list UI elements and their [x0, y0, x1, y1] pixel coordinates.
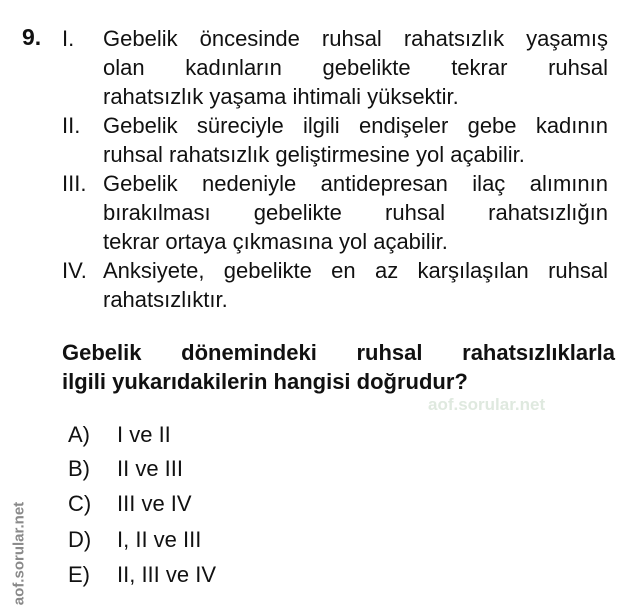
- option-letter: A): [68, 422, 90, 447]
- statement-3: [62, 169, 608, 256]
- watermark: aof.sorular.net: [428, 395, 546, 414]
- statement-line: Gebelik nedeniyle antidepresan ilaç alımının: [103, 171, 608, 196]
- question-number: 9.: [22, 24, 42, 50]
- statement-numeral: IV.: [62, 258, 87, 283]
- option-e[interactable]: [68, 560, 216, 590]
- statement-line: bırakılması gebelikte ruhsal rahatsızlığın: [103, 200, 608, 225]
- statement-numeral: II.: [62, 113, 81, 138]
- option-letter: B): [68, 456, 90, 481]
- option-letter: E): [68, 562, 90, 587]
- statement-2: [62, 111, 608, 169]
- option-text: II, III ve IV: [117, 562, 217, 587]
- option-letter: C): [68, 491, 92, 516]
- statement-line: ruhsal rahatsızlık geliştirmesine yol açabilir.: [103, 142, 525, 167]
- side-watermark: aof.sorular.net: [10, 501, 28, 606]
- statement-numeral: I.: [62, 26, 75, 51]
- statement-line: rahatsızlıktır.: [103, 287, 228, 312]
- option-c[interactable]: [68, 489, 192, 519]
- option-d[interactable]: [68, 525, 201, 555]
- prompt-line: ilgili yukarıdakilerin hangisi doğrudur?: [62, 369, 468, 394]
- option-text: III ve IV: [117, 491, 192, 516]
- statement-line: rahatsızlık yaşama ihtimali yüksektir.: [103, 84, 459, 109]
- question-prompt: [62, 338, 615, 396]
- statement-line: olan kadınların gebelikte tekrar ruhsal: [103, 55, 608, 80]
- statement-numeral: III.: [62, 171, 87, 196]
- option-letter: D): [68, 527, 92, 552]
- statement-line: tekrar ortaya çıkmasına yol açabilir.: [103, 229, 448, 254]
- option-b[interactable]: [68, 454, 183, 484]
- option-text: II ve III: [117, 456, 184, 481]
- statement-line: Gebelik öncesinde ruhsal rahatsızlık yaşamış: [103, 26, 608, 51]
- option-a[interactable]: [68, 420, 171, 450]
- statement-1: [62, 24, 608, 111]
- prompt-line: Gebelik dönemindeki ruhsal rahatsızlıklarla: [62, 340, 615, 365]
- statement-line: Gebelik süreciyle ilgili endişeler gebe kadının: [103, 113, 608, 138]
- option-text: I ve II: [117, 422, 171, 447]
- option-text: I, II ve III: [117, 527, 202, 552]
- statement-4: [62, 256, 608, 314]
- statement-line: Anksiyete, gebelikte en az karşılaşılan ruhsal: [103, 258, 608, 283]
